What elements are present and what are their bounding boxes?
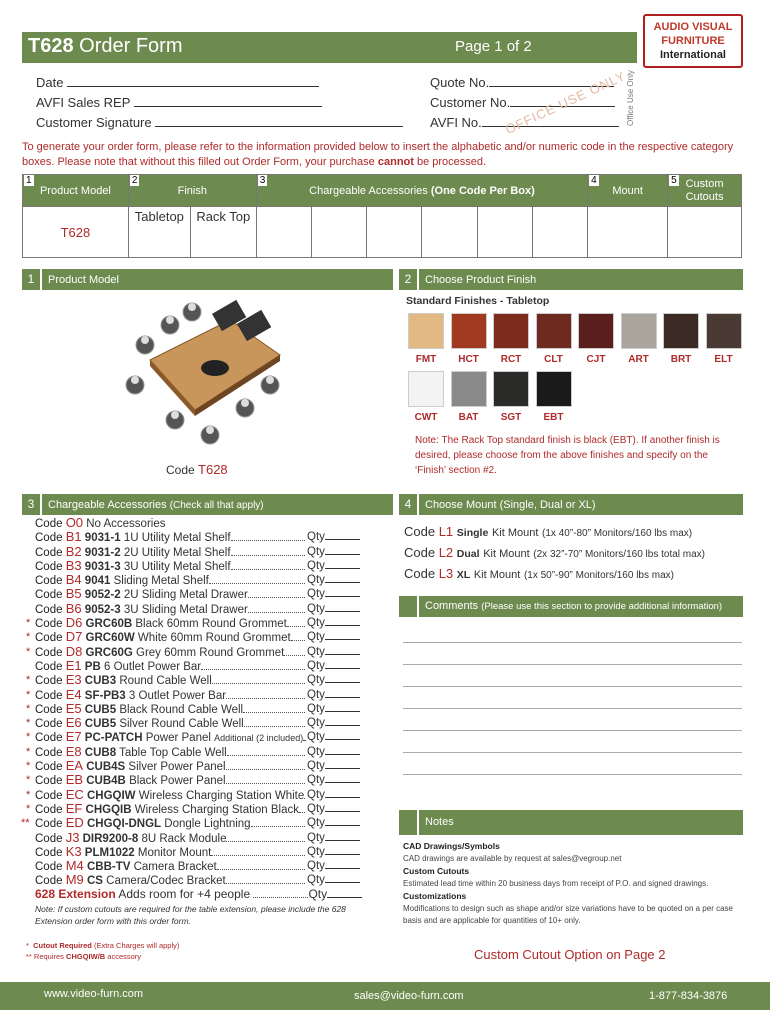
quote-no-field[interactable]: Quote No. — [430, 75, 614, 90]
finish-swatch-bat[interactable] — [451, 371, 487, 407]
accessory-row-m4[interactable]: Code M4 CBB-TV Camera Bracket Qty — [35, 859, 365, 873]
section-mount: 4 Choose Mount (Single, Dual or XL) — [399, 494, 743, 515]
finish-swatch-art[interactable] — [621, 313, 657, 349]
accessory-row-e6[interactable]: * Code E6 CUB5 Silver Round Cable Well Qty — [35, 716, 365, 730]
mount-list — [404, 522, 705, 585]
accessory-row-e7[interactable]: * Code E7 PC-PATCH Power Panel Additional (2 included) Qty — [35, 730, 365, 744]
page-number: Page 1 of 2 — [455, 38, 532, 55]
accessory-row-b3[interactable]: Code B3 9031-3 3U Utility Metal Shelf Qty — [35, 559, 365, 573]
custom-cutout-link[interactable]: Custom Cutout Option on Page 2 — [474, 947, 666, 962]
mount-option-l2[interactable]: Code L2 Dual Kit Mount (2x 32”-70” Monitors/160 lbs total max) — [404, 545, 706, 560]
mount-option-l1[interactable]: Code L1 Single Kit Mount (1x 40”-80” Monitors/160 lbs max) — [404, 524, 693, 539]
extension-note: Note: If custom cutouts are required for the table extension, please include the 628 Extension order form with this order form. — [35, 904, 346, 926]
finish-code-label: CLT — [544, 354, 563, 365]
finish-swatch-cjt[interactable] — [578, 313, 614, 349]
footer — [0, 982, 770, 1010]
finish-code-label: CJT — [586, 354, 606, 365]
finish-swatch-sgt[interactable] — [493, 371, 529, 407]
model-caption: Code T628 — [166, 462, 228, 477]
title-bar — [22, 32, 637, 63]
section-notes: Notes — [399, 810, 743, 835]
accessory-row-m9[interactable]: Code M9 CS Camera/Codec Bracket Qty — [35, 873, 365, 887]
finish-code-label: ART — [628, 354, 649, 365]
finish-code-label: SGT — [500, 412, 522, 423]
accessory-row-ef[interactable]: * Code EF CHGQIB Wireless Charging Station Black Qty — [35, 802, 365, 816]
accessory-row-e1[interactable]: Code E1 PB 6 Outlet Power Bar Qty — [35, 659, 365, 673]
legend: * Cutout Required (Extra Charges will apply) ** Requires CHGQIW/B accessory — [26, 941, 180, 961]
finish-code-label: BAT — [458, 412, 479, 423]
section-finish: 2 Choose Product Finish — [399, 269, 743, 290]
accessory-row-e5[interactable]: * Code E5 CUB5 Black Round Cable Well Qty — [35, 702, 365, 716]
section-comments: Comments (Please use this section to provide additional information) — [399, 596, 743, 617]
customer-no-field[interactable]: Customer No. — [430, 95, 615, 110]
accessory-row-ed[interactable]: ** Code ED CHGQI-DNGL Dongle Lightning Qty — [35, 816, 365, 830]
accessory-row-d6[interactable]: * Code D6 GRC60B Black 60mm Round Grommet Qty — [35, 616, 365, 630]
finish-swatch-hct[interactable] — [451, 313, 487, 349]
avfi-no-field[interactable]: AVFI No. — [430, 115, 619, 130]
date-field[interactable]: Date — [36, 75, 319, 90]
accessory-list — [21, 515, 365, 888]
finish-note: Note: The Rack Top standard finish is black (EBT). If another finish is desired, please choose from the above finishes and specify on the ‘Finish’ section #2. — [415, 435, 720, 476]
finish-subtitle: Standard Finishes - Tabletop — [406, 295, 550, 307]
order-code-table: 1 Product Model 2 Finish 3 Chargeable Accessories (One Code Per Box) 4 Mount 5 Custom Cutouts T628 Tabletop Rack Top — [22, 174, 742, 258]
accessory-row-d7[interactable]: * Code D7 GRC60W White 60mm Round Grommet Qty — [35, 630, 365, 644]
footer-website[interactable]: www.video-furn.com — [44, 988, 144, 1000]
accessory-row-ec[interactable]: * Code EC CHGQIW Wireless Charging Station White Qty — [35, 788, 365, 802]
office-watermark: OFFICE USE ONLY — [502, 68, 629, 137]
section-accessories: 3 Chargeable Accessories (Check all that apply) — [22, 494, 393, 515]
accessory-row-ea[interactable]: * Code EA CUB4S Silver Power Panel Qty — [35, 759, 365, 773]
footer-phone: 1-877-834-3876 — [649, 990, 728, 1002]
accessory-row-b1[interactable]: Code B1 9031-1 1U Utility Metal Shelf Qty — [35, 530, 365, 544]
cutout-cell[interactable] — [668, 207, 742, 258]
table-illustration — [120, 290, 300, 460]
accessory-row-b6[interactable]: Code B6 9052-3 3U Sliding Metal Drawer Qty — [35, 602, 365, 616]
accessories-cells[interactable] — [256, 207, 587, 258]
footer-email[interactable]: sales@video-furn.com — [354, 990, 464, 1002]
accessory-row-d8[interactable]: * Code D8 GRC60G Grey 60mm Round Grommet Qty — [35, 645, 365, 659]
finish-swatch-clt[interactable] — [536, 313, 572, 349]
accessory-row-b2[interactable]: Code B2 9031-2 2U Utility Metal Shelf Qty — [35, 545, 365, 559]
accessory-row-j3[interactable]: Code J3 DIR9200-8 8U Rack Module Qty — [35, 831, 365, 845]
company-logo: AUDIO VISUAL FURNITURE International — [643, 14, 743, 68]
intro-text: To generate your order form, please refer to the information provided below to insert the alphabetic and/or numeric code in the respective category boxes. Please note that without this filled out Order Form, your purchase cannot be processed. — [22, 141, 734, 168]
office-use-label: Office Use Only — [626, 70, 635, 126]
finish-swatch-rct[interactable] — [493, 313, 529, 349]
accessory-row-eb[interactable]: * Code EB CUB4B Black Power Panel Qty — [35, 773, 365, 787]
finish-code-label: CWT — [414, 412, 438, 423]
sales-rep-field[interactable]: AVFI Sales REP — [36, 95, 322, 110]
mount-option-l3[interactable]: Code L3 XL Kit Mount (1x 50”-90” Monitors/160 lbs max) — [404, 566, 674, 581]
finish-code-label: ELT — [714, 354, 733, 365]
accessory-row-b5[interactable]: Code B5 9052-2 2U Sliding Metal Drawer Qty — [35, 587, 365, 601]
finish-swatch-fmt[interactable] — [408, 313, 444, 349]
mount-cell[interactable] — [588, 207, 668, 258]
accessory-row-b4[interactable]: Code B4 9041 Sliding Metal Shelf Qty — [35, 573, 365, 587]
accessory-row-e8[interactable]: * Code E8 CUB8 Table Top Cable Well Qty — [35, 745, 365, 759]
accessory-row-k3[interactable]: Code K3 PLM1022 Monitor Mount Qty — [35, 845, 365, 859]
finish-code-label: FMT — [415, 354, 437, 365]
finish-swatch-brt[interactable] — [663, 313, 699, 349]
section-product-model: 1 Product Model — [22, 269, 393, 290]
accessory-row-e4[interactable]: * Code E4 SF-PB3 3 Outlet Power Bar Qty — [35, 688, 365, 702]
finish-swatch-cwt[interactable] — [408, 371, 444, 407]
finish-tabletop-cell[interactable]: Tabletop — [129, 207, 191, 257]
finish-swatch-ebt[interactable] — [536, 371, 572, 407]
notes-body: CAD Drawings/Symbols CAD drawings are available by request at sales@vegroup.net Custom Cutouts Estimated lead time within 20 business days from receipt of P.O. and signed drawings. Customizations Modifications to design such as shape and/or size variations have to be quoted on a per case basis and are applicable for quantities of 10+ only. — [403, 841, 733, 925]
accessory-row-o0[interactable]: Code O0 No Accessories — [35, 515, 166, 530]
finish-code-label: HCT — [458, 354, 479, 365]
finish-swatch-elt[interactable] — [706, 313, 742, 349]
finish-code-label: EBT — [543, 412, 564, 423]
finish-code-label: RCT — [500, 354, 522, 365]
finish-racktop-cell[interactable]: Rack Top — [196, 209, 251, 224]
page-title: T628 Order Form — [28, 35, 183, 57]
extension-row[interactable]: 628 Extension Adds room for +4 people Qty — [35, 887, 375, 901]
model-value: T628 — [23, 207, 129, 258]
finish-code-label: BRT — [670, 354, 692, 365]
accessory-row-e3[interactable]: * Code E3 CUB3 Round Cable Well Qty — [35, 673, 365, 687]
signature-field[interactable]: Customer Signature — [36, 115, 403, 130]
